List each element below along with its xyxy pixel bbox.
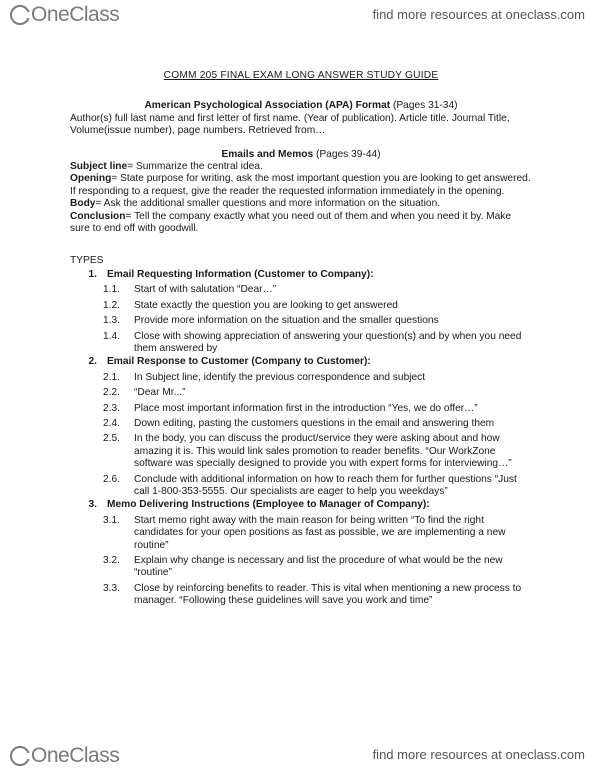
list-item <box>70 372 532 384</box>
list-item-number: 3.2. <box>103 555 120 566</box>
list-item <box>70 300 532 312</box>
type-number: 2. <box>88 356 97 368</box>
type-title: Email Requesting Information (Customer to Company): <box>107 268 374 280</box>
oneclass-logo-footer[interactable] <box>10 744 119 768</box>
list-item <box>70 315 532 327</box>
type-title: Memo Delivering Instructions (Employee to Manager of Company): <box>107 499 430 511</box>
conclusion-text: = Tell the company exactly what you need out of them and when you need it by. Make sure to end off with goodwill. <box>70 210 512 235</box>
type-number: 3. <box>88 499 97 511</box>
list-item-text: Close by reinforcing benefits to reader. This is vital when mentioning a new process to manager. “Following these guidelines will save you work and time” <box>134 582 522 607</box>
subject-label: Subject line <box>70 161 128 173</box>
list-item-number: 1.4. <box>103 330 120 342</box>
find-resources-link[interactable]: find more resources at oneclass.com <box>372 7 585 22</box>
subject-line-paragraph <box>70 161 532 173</box>
list-item-number: 2.6. <box>103 473 120 485</box>
logo-o-icon <box>10 746 30 766</box>
list-item <box>70 515 532 552</box>
apa-body: Author(s) full last name and first letter of first name. (Year of publication). Article title. Journal Title, Volume(issue number), page numbers. Retrieved from… <box>70 112 510 137</box>
list-item-number: 2.4. <box>103 417 120 429</box>
logo-text: OneClass <box>31 3 120 26</box>
list-item-text: In the body, you can discuss the product/service they were asking about and how amazing it is. This would link sales promotion to reader benefits. “Our WorkZone software was specially designed to provide you with expert forms for interviewing…” <box>134 433 512 470</box>
type-title: Email Response to Customer (Company to Customer): <box>107 356 371 368</box>
list-item <box>70 331 532 356</box>
list-item-text: Start memo right away with the main reason for being written “To find the right candidates for your open positions as fast as possible, we are implementing a new routine” <box>134 514 506 551</box>
list-item-number: 2.5. <box>103 433 120 445</box>
types-label: TYPES <box>70 255 104 267</box>
opening-paragraph <box>70 173 532 198</box>
list-item <box>70 433 532 470</box>
apa-heading-bold: American Psychological Association (APA) Format <box>144 100 391 112</box>
body-paragraph <box>70 198 532 210</box>
type-heading <box>70 499 532 511</box>
list-item-text: “Dear Mr...” <box>134 387 186 399</box>
conclusion-label: Conclusion <box>70 210 126 222</box>
list-item-number: 2.3. <box>103 402 120 414</box>
opening-label: Opening <box>70 173 112 185</box>
find-resources-link-footer[interactable]: find more resources at oneclass.com <box>372 747 585 762</box>
list-item-text: Close with showing appreciation of answering your question(s) and by when you need them answered by <box>134 330 522 354</box>
list-item-text: State exactly the question you are looking to get answered <box>134 299 398 311</box>
conclusion-paragraph <box>70 211 532 236</box>
list-item-text: Provide more information on the situation and the smaller questions <box>134 315 439 327</box>
emails-heading-pages: (Pages 39-44) <box>313 148 381 160</box>
types-list <box>70 269 532 608</box>
oneclass-logo[interactable] <box>10 3 119 27</box>
emails-heading-bold: Emails and Memos <box>221 148 314 160</box>
list-item-text: Start of with salutation “Dear…” <box>134 284 277 296</box>
list-item <box>70 555 532 580</box>
opening-text: = State purpose for writing, ask the most important question you are looking to get answered. If responding to a request, give the reader the requested information immediately in the opening. <box>70 173 531 197</box>
type-heading <box>70 269 532 281</box>
list-item <box>70 284 532 296</box>
subject-text: = Summarize the central idea. <box>127 161 263 173</box>
list-item-number: 2.2. <box>103 387 120 399</box>
list-item-number: 1.3. <box>103 315 120 327</box>
list-item-number: 3.3. <box>103 582 120 594</box>
list-item-text: In Subject line, identify the previous correspondence and subject <box>134 371 426 383</box>
list-item-number: 1.2. <box>103 299 120 311</box>
document-title: COMM 205 FINAL EXAM LONG ANSWER STUDY GUIDE <box>163 70 439 81</box>
list-item-number: 2.1. <box>103 371 120 383</box>
list-item <box>70 583 532 608</box>
list-item-text: Explain why change is necessary and list the procedure of what would be the new “routine” <box>134 555 503 579</box>
list-item <box>70 474 532 499</box>
list-item-text: Place most important information first in the introduction “Yes, we do offer…” <box>134 402 478 414</box>
apa-heading-pages: (Pages 31-34) <box>390 100 458 112</box>
apa-heading <box>70 100 532 112</box>
list-item-number: 3.1. <box>103 514 120 526</box>
page-footer <box>0 740 595 770</box>
list-item <box>70 418 532 430</box>
document-body <box>70 70 532 608</box>
body-label: Body <box>70 198 96 210</box>
list-item-text: Conclude with additional information on how to reach them for further questions “Just call 1-800-353-5555. Our specialists are eager to help you weekdays” <box>134 473 517 497</box>
list-item-text: Down editing, pasting the customers questions in the email and answering them <box>134 417 495 429</box>
list-item <box>70 387 532 399</box>
emails-heading <box>70 149 532 161</box>
list-item <box>70 403 532 415</box>
page-header <box>0 0 595 30</box>
logo-o-icon <box>10 5 30 25</box>
list-item-number: 1.1. <box>103 284 120 296</box>
logo-text: OneClass <box>31 744 120 767</box>
type-heading <box>70 356 532 368</box>
type-number: 1. <box>88 268 97 280</box>
body-text: = Ask the additional smaller questions and more information on the situation. <box>95 198 441 210</box>
